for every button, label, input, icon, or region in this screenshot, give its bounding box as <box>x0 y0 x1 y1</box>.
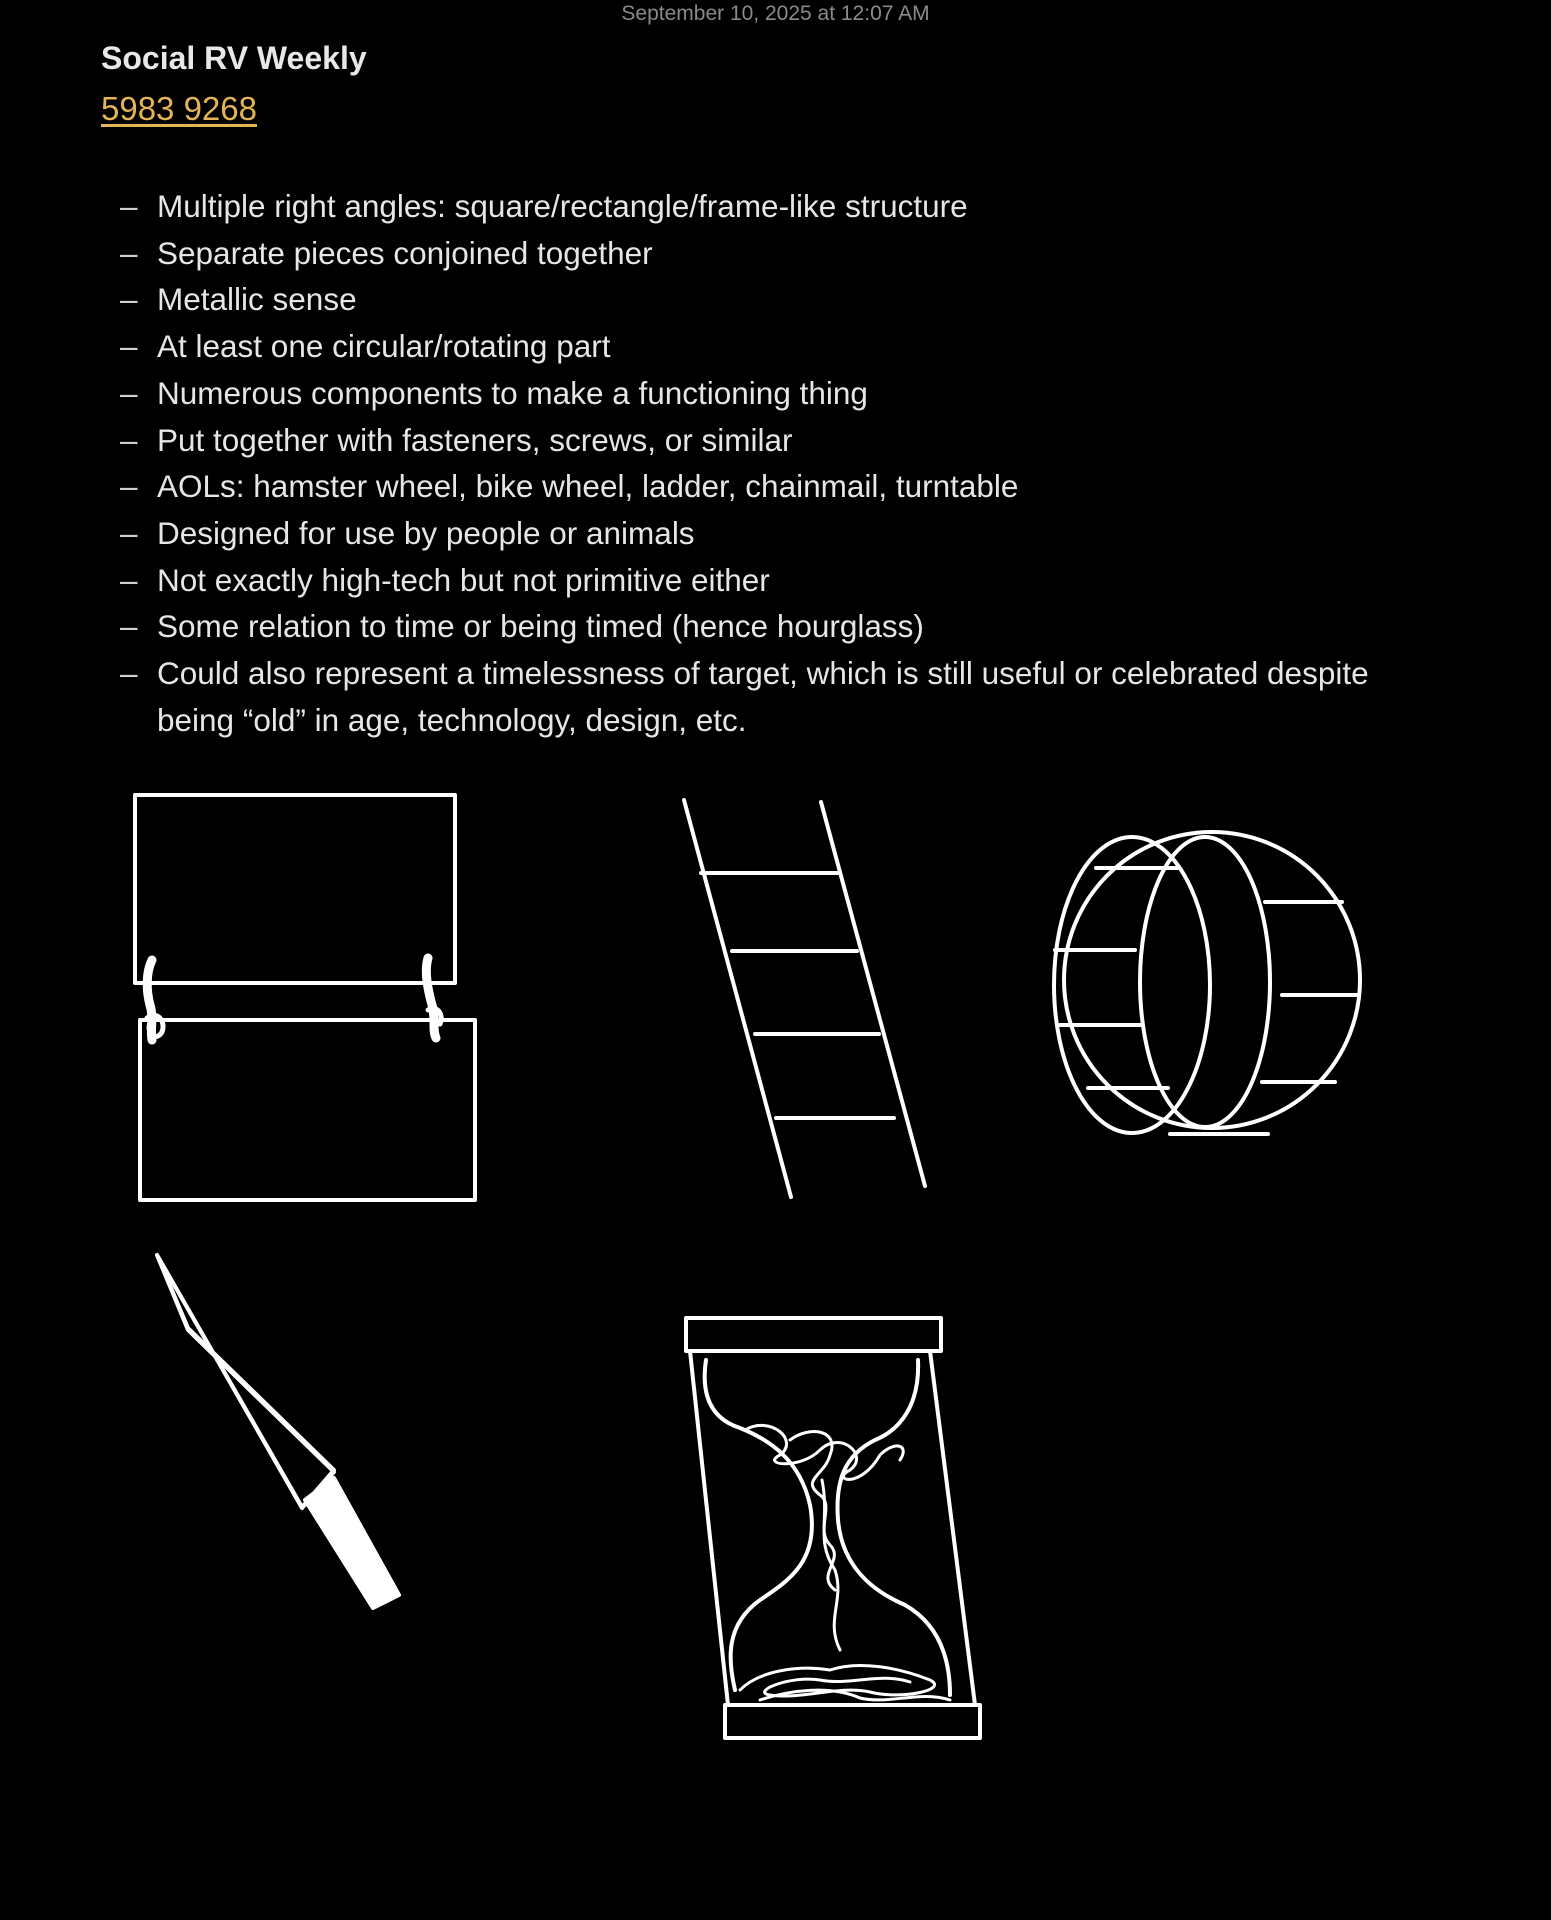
hourglass-sketch <box>686 1318 980 1738</box>
bullet-dash: – <box>120 374 138 411</box>
bullet-dash: – <box>120 608 138 645</box>
frame-top-panel <box>135 795 455 983</box>
knife-handle[interactable] <box>305 1478 399 1608</box>
bullet-dash: – <box>120 468 138 505</box>
hourglass-bottom-cap <box>725 1705 980 1738</box>
bullet-dash: – <box>120 655 138 692</box>
ladder-rail-left <box>684 800 791 1197</box>
list-item-text: Put together with fasteners, screws, or similar <box>157 421 793 458</box>
hourglass-post-right <box>930 1351 975 1705</box>
knife-blade <box>157 1255 334 1507</box>
note-timestamp: September 10, 2025 at 12:07 AM <box>621 2 930 25</box>
note-title[interactable]: Social RV Weekly <box>101 40 367 76</box>
list-item-text: AOLs: hamster wheel, bike wheel, ladder, chainmail, turntable <box>157 468 1019 505</box>
list-item-text: Separate pieces conjoined together <box>157 234 653 271</box>
frame-bottom-panel <box>140 1020 475 1200</box>
hamster-wheel-sketch <box>1054 832 1360 1134</box>
hourglass-glass-right <box>837 1360 950 1695</box>
list-item-text: Designed for use by people or animals <box>157 514 695 551</box>
bullet-dash: – <box>120 188 138 224</box>
hourglass-top-cap <box>686 1318 941 1351</box>
hinge-right <box>426 958 436 1038</box>
bullet-dash: – <box>120 328 138 365</box>
bullet-dash: – <box>120 281 138 318</box>
list-item-text: Numerous components to make a functioning thing <box>157 374 868 411</box>
ladder-sketch <box>684 800 925 1197</box>
hinged-frame-sketch <box>135 795 475 1200</box>
bullet-dash: – <box>120 234 138 271</box>
hourglass-sand-bottom <box>740 1665 950 1700</box>
list-item-text: Could also represent a timelessness of target, which is still useful or celebrated despite being “old” in age, technology, design, etc. <box>157 655 1369 738</box>
ladder-rail-right <box>821 802 925 1186</box>
list-item-text: Metallic sense <box>157 281 357 318</box>
list-item-text: Not exactly high-tech but not primitive either <box>157 561 770 598</box>
list-item-text: At least one circular/rotating part <box>157 328 611 365</box>
wheel-inner <box>1140 837 1270 1127</box>
list-item-text: Some relation to time or being timed (hence hourglass) <box>157 608 924 645</box>
list-item-text: Multiple right angles: square/rectangle/frame-like structure <box>157 188 968 224</box>
knife-handle-sketch <box>157 1255 399 1608</box>
bullet-dash: – <box>120 561 138 598</box>
bullet-dash: – <box>120 421 138 458</box>
phone-number-link[interactable]: 5983 9268 <box>101 90 257 127</box>
bullet-dash: – <box>120 514 138 551</box>
